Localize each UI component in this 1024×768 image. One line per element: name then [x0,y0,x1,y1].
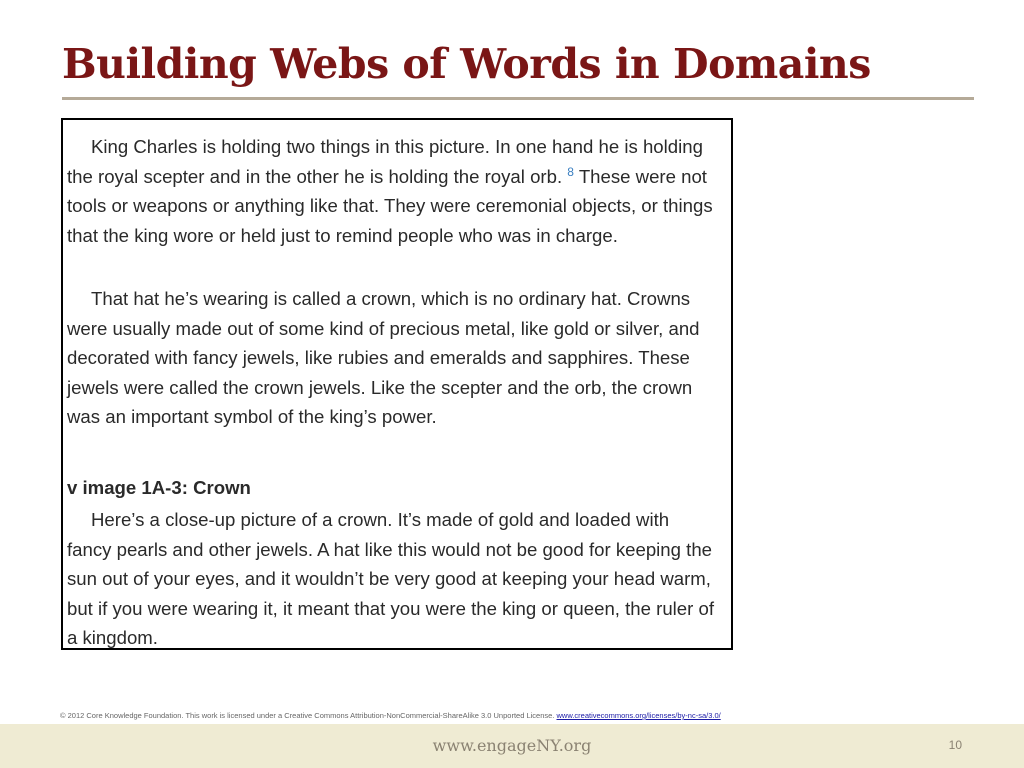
footer-bar [0,724,1024,768]
copyright-text: © 2012 Core Knowledge Foundation. This work is licensed under a Creative Commons Attribution-NonCommercial-ShareAlike 3.0 Unported License. [60,711,555,720]
excerpt-paragraph-2 [67,284,717,432]
copyright-notice [60,711,721,720]
excerpt-paragraph-1 [67,132,717,250]
slide-title: Building Webs of Words in Domains [62,40,871,88]
excerpt-paragraph-3 [67,505,717,650]
text-excerpt-image [61,118,733,650]
footnote-marker: 8 [567,164,574,179]
footer-website: www.engageNY.org [432,736,592,755]
title-divider [62,97,974,100]
paragraph-1-text-a: King Charles is holding two things in this picture. In one hand he is holding the royal scepter and in the other he is holding the royal orb. [67,136,703,187]
image-caption: v image 1A-3: Crown [67,477,251,498]
page-number: 10 [948,738,962,752]
paragraph-2-text: That hat he’s wearing is called a crown, which is no ordinary hat. Crowns were usually made out of some kind of precious metal, like gold or silver, and decorated with fancy jewels, like rubies and emeralds and sapphires. These jewels were called the crown jewels. Like the scepter and the orb, the crown was an important symbol of the king’s power. [67,288,700,428]
paragraph-1-text-b: These were not tools or weapons or anything like that. They were ceremonial objects, or things that the king wore or held just to remind people who was in charge. [67,165,713,246]
license-link[interactable]: www.creativecommons.org/licenses/by-nc-sa/3.0/ [556,711,721,720]
paragraph-3-text: Here’s a close-up picture of a crown. It’s made of gold and loaded with fancy pearls and other jewels. A hat like this would not be good for keeping the sun out of your eyes, and it wouldn’t be very good at keeping your head warm, but if you were wearing it, it meant that you were the king or queen, the ruler of a kingdom. [67,509,715,649]
